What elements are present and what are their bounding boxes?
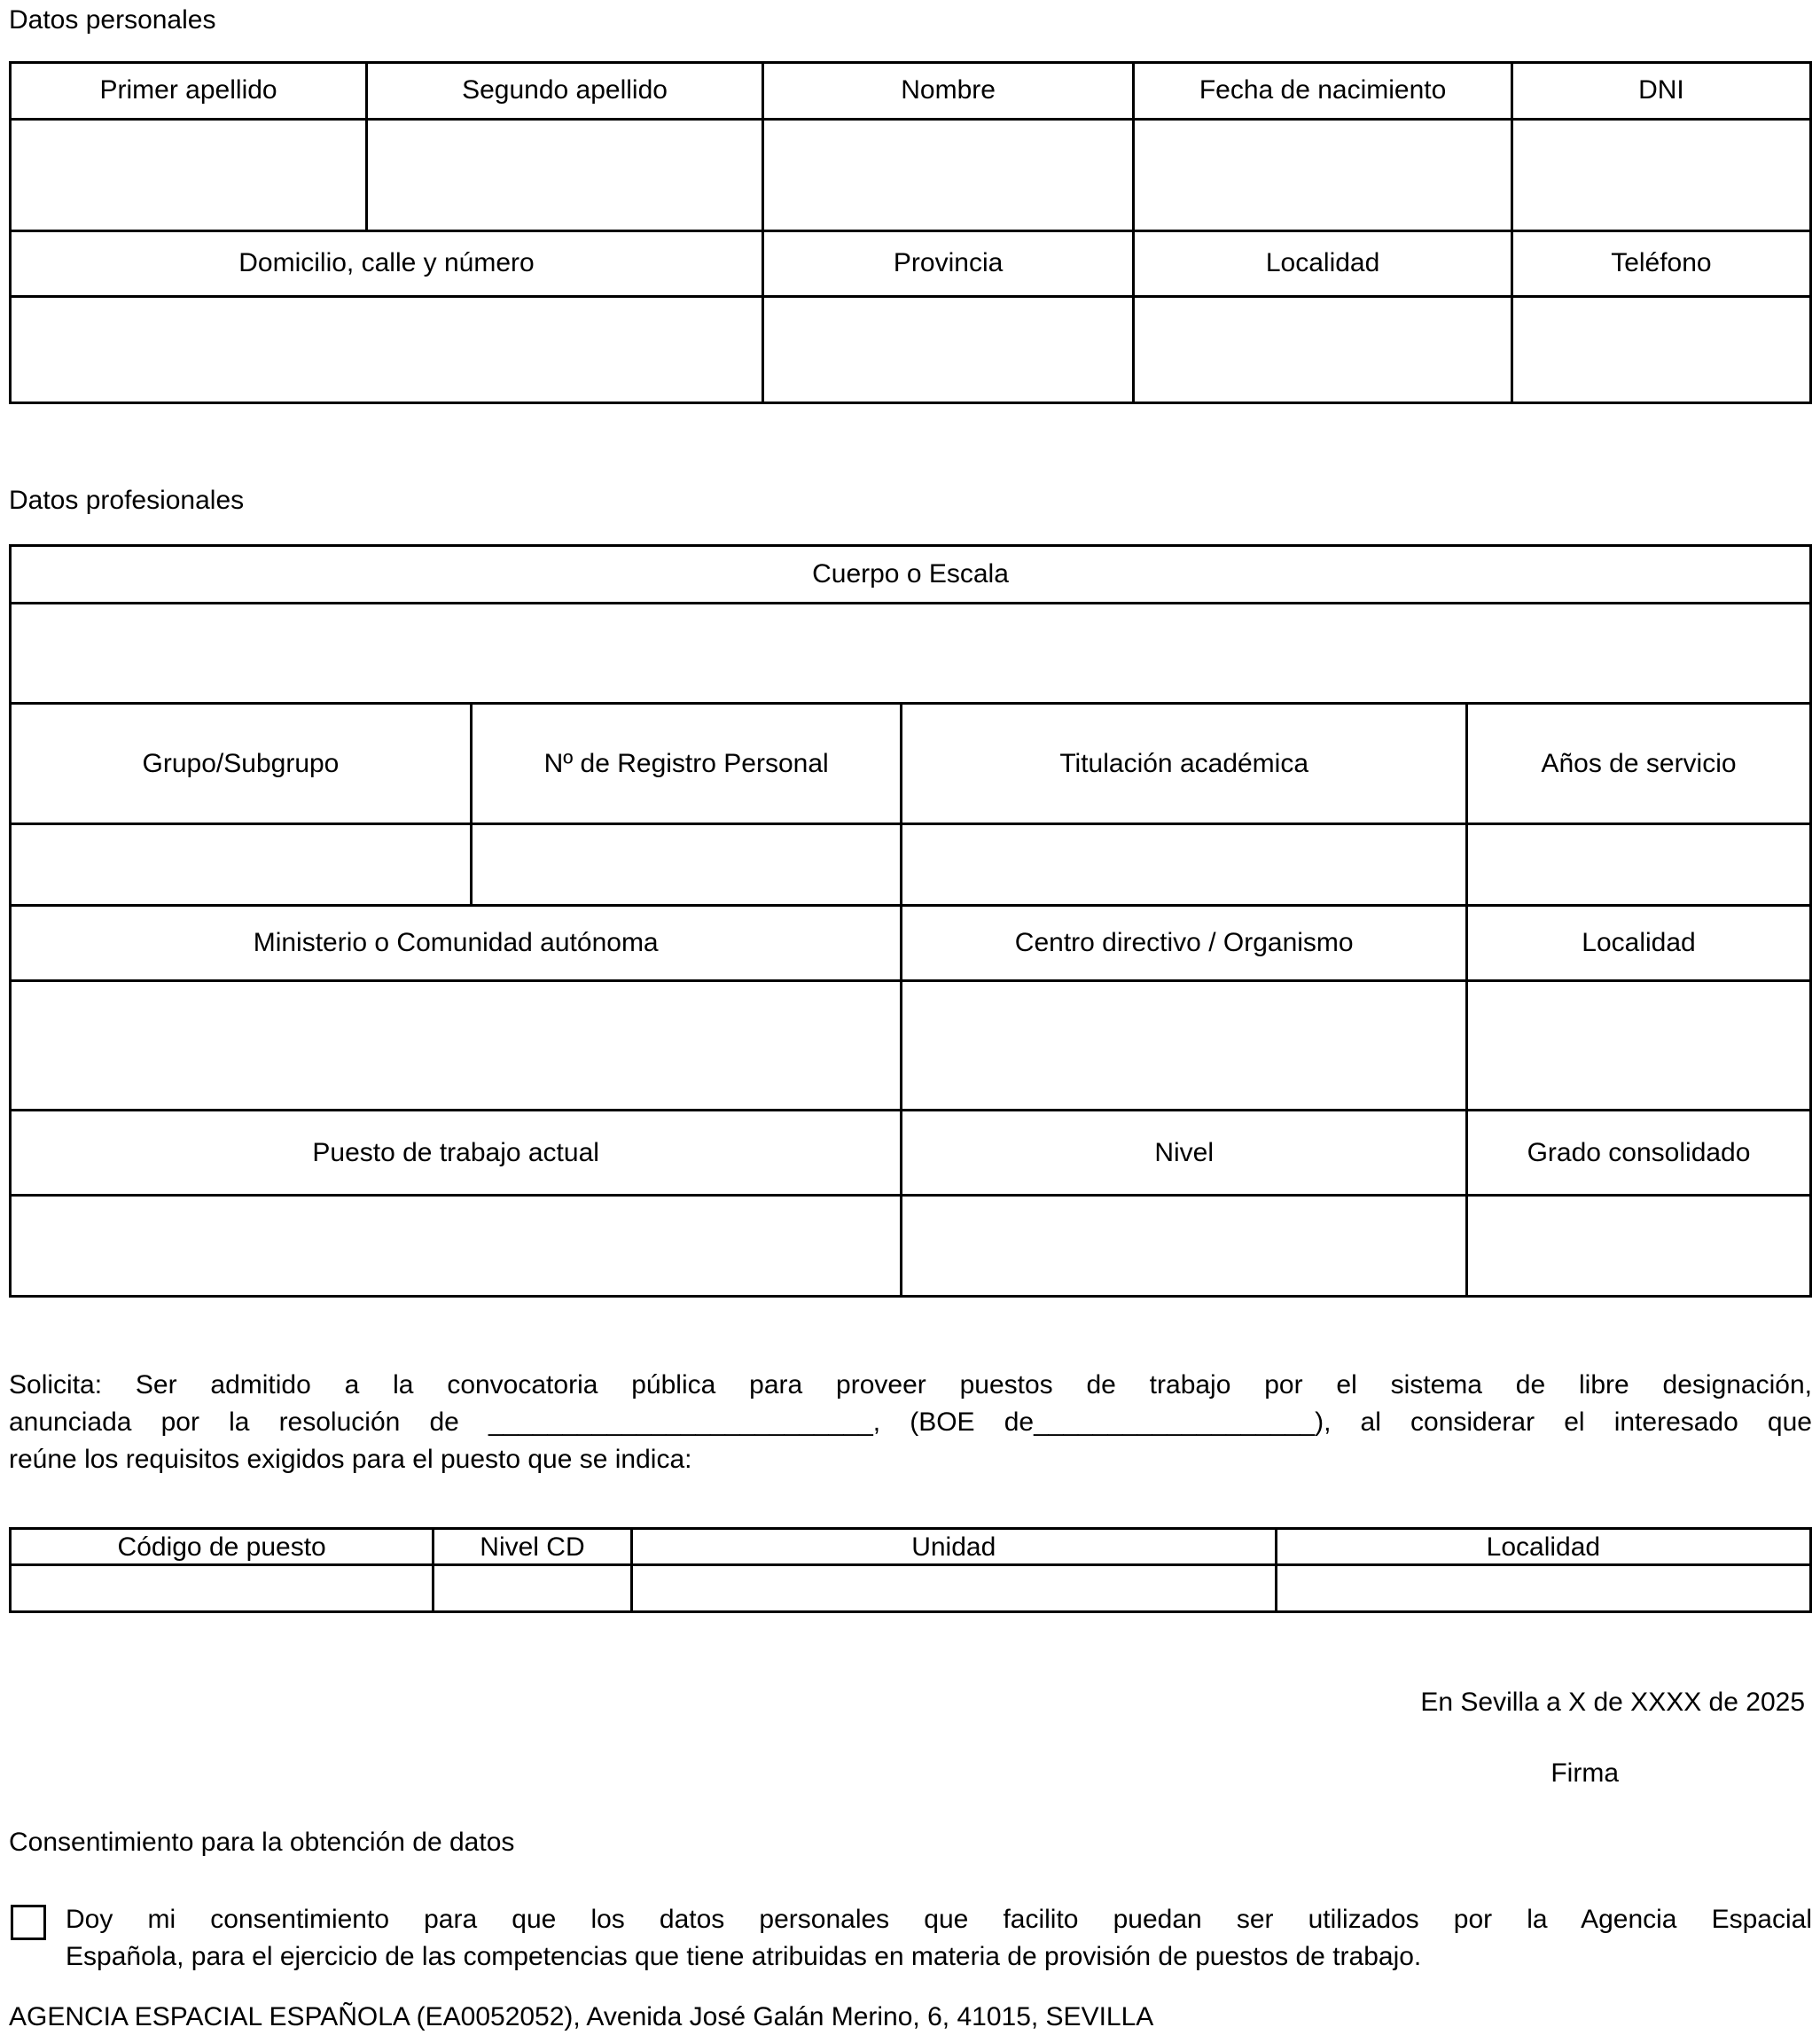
header-provincia: Provincia — [762, 230, 1133, 296]
professional-data-table — [9, 544, 1812, 1298]
header-nombre: Nombre — [762, 62, 1133, 119]
header-grupo-subgrupo: Grupo/Subgrupo — [11, 704, 472, 824]
header-ministerio-comunidad: Ministerio o Comunidad autónoma — [11, 906, 902, 981]
header-centro-directivo: Centro directivo / Organismo — [902, 906, 1467, 981]
request-paragraph — [9, 1367, 1812, 1478]
cuerpo-input-row — [11, 604, 1811, 704]
consent-paragraph — [66, 1901, 1812, 1976]
input-cell-nivel[interactable] — [902, 1196, 1467, 1297]
input-cell-telefono[interactable] — [1511, 296, 1810, 402]
professional-header-row-2 — [11, 906, 1811, 981]
input-cell-segundo-apellido[interactable] — [367, 119, 763, 230]
header-titulacion-academica: Titulación académica — [902, 704, 1467, 824]
header-telefono: Teléfono — [1511, 230, 1810, 296]
personal-section-title: Datos personales — [9, 5, 216, 35]
input-cell-fecha-nacimiento[interactable] — [1134, 119, 1512, 230]
professional-header-row-3 — [11, 1111, 1811, 1196]
request-paragraph-line: Solicita: Ser admitido a la convocatoria pública para proveer puestos de trabajo por el sistema de libre designación, — [9, 1370, 1812, 1400]
consent-row — [9, 1901, 1812, 1976]
header-anos-servicio: Años de servicio — [1467, 704, 1811, 824]
input-cell-primer-apellido[interactable] — [11, 119, 367, 230]
header-nivel-cd: Nivel CD — [434, 1529, 631, 1565]
professional-input-row-3 — [11, 1196, 1811, 1297]
input-cell-registro-personal[interactable] — [471, 824, 901, 906]
input-cell-provincia[interactable] — [762, 296, 1133, 402]
personal-input-row-1 — [11, 119, 1811, 230]
request-paragraph-line: anunciada por la resolución de __________________________, (BOE de___________________), al considerar el interesado que — [9, 1407, 1812, 1437]
header-localidad-puesto: Localidad — [1276, 1529, 1810, 1565]
header-unidad: Unidad — [631, 1529, 1276, 1565]
signature-date-line: En Sevilla a X de XXXX de 2025 — [1420, 1688, 1805, 1717]
input-cell-localidad-puesto[interactable] — [1276, 1565, 1810, 1612]
input-cell-localidad[interactable] — [1134, 296, 1512, 402]
header-segundo-apellido: Segundo apellido — [367, 62, 763, 119]
input-cell-dni[interactable] — [1511, 119, 1810, 230]
consent-paragraph-line: Española, para el ejercicio de las competencias que tiene atribuidas en materia de provisión de puestos de trabajo. — [66, 1941, 1422, 1971]
header-fecha-nacimiento: Fecha de nacimiento — [1134, 62, 1512, 119]
consent-paragraph-line: Doy mi consentimiento para que los datos personales que facilito puedan ser utilizados por la Agencia Espacial — [66, 1904, 1812, 1934]
header-primer-apellido: Primer apellido — [11, 62, 367, 119]
input-cell-nivel-cd[interactable] — [434, 1565, 631, 1612]
input-cell-localidad-profesional[interactable] — [1467, 981, 1811, 1111]
professional-section-title: Datos profesionales — [9, 485, 245, 515]
input-cell-cuerpo-escala[interactable] — [11, 604, 1811, 704]
header-nivel: Nivel — [902, 1111, 1467, 1196]
input-cell-grado-consolidado[interactable] — [1467, 1196, 1811, 1297]
consent-section-title: Consentimiento para la obtención de datos — [9, 1828, 515, 1857]
request-paragraph-line: reúne los requisitos exigidos para el puesto que se indica: — [9, 1445, 692, 1474]
personal-data-table — [9, 61, 1812, 404]
personal-header-row-1 — [11, 62, 1811, 119]
input-cell-centro-directivo[interactable] — [902, 981, 1467, 1111]
cuerpo-header-row — [11, 546, 1811, 604]
position-input-row — [11, 1565, 1811, 1612]
header-codigo-puesto: Código de puesto — [11, 1529, 434, 1565]
header-grado-consolidado: Grado consolidado — [1467, 1111, 1811, 1196]
agency-footer: AGENCIA ESPACIAL ESPAÑOLA (EA0052052), Avenida José Galán Merino, 6, 41015, SEVILLA — [9, 2001, 1154, 2031]
input-cell-puesto-actual[interactable] — [11, 1196, 902, 1297]
input-cell-codigo-puesto[interactable] — [11, 1565, 434, 1612]
firma-label: Firma — [1551, 1758, 1619, 1788]
consent-checkbox[interactable] — [11, 1905, 46, 1940]
input-cell-grupo-subgrupo[interactable] — [11, 824, 472, 906]
input-cell-ministerio-comunidad[interactable] — [11, 981, 902, 1111]
header-puesto-actual: Puesto de trabajo actual — [11, 1111, 902, 1196]
header-localidad-profesional: Localidad — [1467, 906, 1811, 981]
header-registro-personal: Nº de Registro Personal — [471, 704, 901, 824]
personal-input-row-2 — [11, 296, 1811, 402]
personal-header-row-2 — [11, 230, 1811, 296]
professional-input-row-2 — [11, 981, 1811, 1111]
professional-header-row-1 — [11, 704, 1811, 824]
input-cell-anos-servicio[interactable] — [1467, 824, 1811, 906]
header-cuerpo-escala: Cuerpo o Escala — [11, 546, 1811, 604]
professional-input-row-1 — [11, 824, 1811, 906]
header-dni: DNI — [1511, 62, 1810, 119]
position-header-row — [11, 1529, 1811, 1565]
header-localidad: Localidad — [1134, 230, 1512, 296]
input-cell-domicilio[interactable] — [11, 296, 763, 402]
input-cell-unidad[interactable] — [631, 1565, 1276, 1612]
input-cell-titulacion-academica[interactable] — [902, 824, 1467, 906]
header-domicilio: Domicilio, calle y número — [11, 230, 763, 296]
input-cell-nombre[interactable] — [762, 119, 1133, 230]
requested-position-table — [9, 1527, 1812, 1613]
